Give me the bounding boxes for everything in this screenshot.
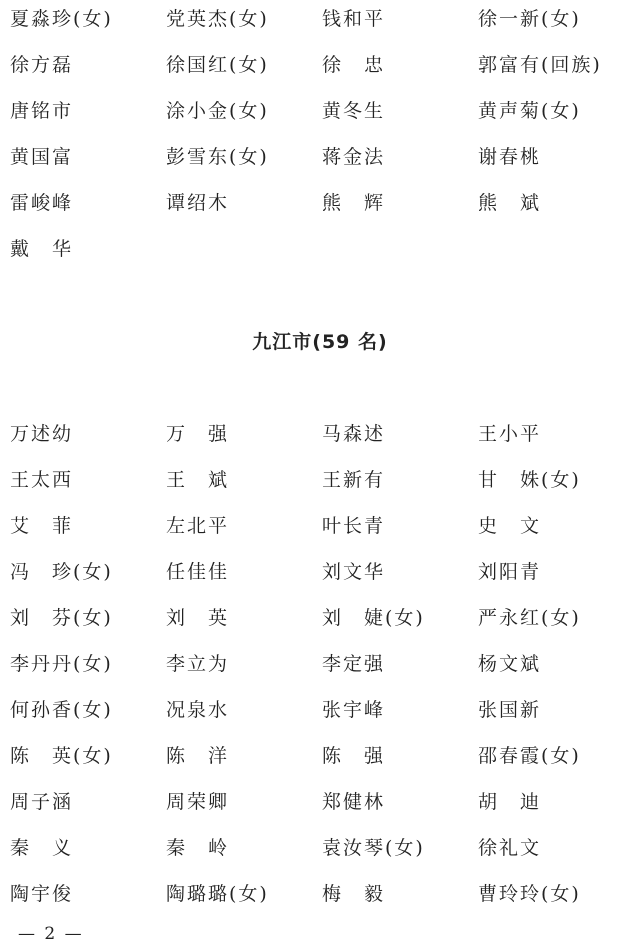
name-entry: 钱和平 bbox=[322, 8, 386, 30]
name-entry: 陈 英(女) bbox=[10, 745, 113, 767]
name-entry: 陶宇俊 bbox=[10, 883, 74, 905]
name-entry: 况泉水 bbox=[166, 699, 230, 721]
name-entry: 冯 珍(女) bbox=[10, 561, 113, 583]
name-entry: 雷峻峰 bbox=[10, 192, 74, 214]
name-entry: 陈 洋 bbox=[166, 745, 230, 767]
name-entry: 彭雪东(女) bbox=[166, 146, 269, 168]
name-entry: 王太西 bbox=[10, 469, 74, 491]
name-entry: 徐 忠 bbox=[322, 54, 386, 76]
name-entry: 唐铭市 bbox=[10, 100, 74, 122]
name-entry: 徐国红(女) bbox=[166, 54, 269, 76]
name-entry: 左北平 bbox=[166, 515, 230, 537]
name-entry: 徐一新(女) bbox=[478, 8, 581, 30]
name-entry: 艾 菲 bbox=[10, 515, 74, 537]
jiujiang-name-list bbox=[10, 411, 640, 917]
name-entry: 曹玲玲(女) bbox=[478, 883, 581, 905]
name-entry: 夏淼珍(女) bbox=[10, 8, 113, 30]
name-entry: 张国新 bbox=[478, 699, 542, 721]
name-entry: 谢春桃 bbox=[478, 146, 542, 168]
name-entry: 袁汝琴(女) bbox=[322, 837, 425, 859]
name-entry: 秦 义 bbox=[10, 837, 74, 859]
page-number: — 2 — bbox=[18, 924, 84, 944]
name-entry: 熊 斌 bbox=[478, 192, 542, 214]
name-entry: 周荣卿 bbox=[166, 791, 230, 813]
name-entry: 刘 英 bbox=[166, 607, 230, 629]
name-entry: 陶璐璐(女) bbox=[166, 883, 269, 905]
top-name-list bbox=[10, 0, 640, 272]
name-entry: 涂小金(女) bbox=[166, 100, 269, 122]
name-entry: 王 斌 bbox=[166, 469, 230, 491]
name-entry: 马森述 bbox=[322, 423, 386, 445]
name-entry: 蒋金法 bbox=[322, 146, 386, 168]
name-entry: 陈 强 bbox=[322, 745, 386, 767]
name-entry: 史 文 bbox=[478, 515, 542, 537]
name-entry: 熊 辉 bbox=[322, 192, 386, 214]
name-entry: 刘文华 bbox=[322, 561, 386, 583]
name-entry: 胡 迪 bbox=[478, 791, 542, 813]
name-entry: 梅 毅 bbox=[322, 883, 386, 905]
name-entry: 张宇峰 bbox=[322, 699, 386, 721]
name-entry: 郭富有(回族) bbox=[478, 54, 602, 76]
name-entry: 李定强 bbox=[322, 653, 386, 675]
name-entry: 黄国富 bbox=[10, 146, 74, 168]
name-entry: 邵春霞(女) bbox=[478, 745, 581, 767]
name-entry: 刘 婕(女) bbox=[322, 607, 425, 629]
name-entry: 李丹丹(女) bbox=[10, 653, 113, 675]
name-entry: 周子涵 bbox=[10, 791, 74, 813]
name-entry: 万 强 bbox=[166, 423, 230, 445]
name-entry: 徐方磊 bbox=[10, 54, 74, 76]
name-entry: 党英杰(女) bbox=[166, 8, 269, 30]
name-entry: 甘 姝(女) bbox=[478, 469, 581, 491]
name-entry: 任佳佳 bbox=[166, 561, 230, 583]
name-entry: 刘 芬(女) bbox=[10, 607, 113, 629]
name-entry: 叶长青 bbox=[322, 515, 386, 537]
name-entry: 何孙香(女) bbox=[10, 699, 113, 721]
name-entry: 黄声菊(女) bbox=[478, 100, 581, 122]
name-entry: 黄冬生 bbox=[322, 100, 386, 122]
name-entry: 戴 华 bbox=[10, 238, 74, 260]
name-entry: 徐礼文 bbox=[478, 837, 542, 859]
name-entry: 万述幼 bbox=[10, 423, 74, 445]
section-title-jiujiang: 九江市(59 名) bbox=[252, 331, 388, 353]
name-entry: 谭绍木 bbox=[166, 192, 230, 214]
name-entry: 郑健林 bbox=[322, 791, 386, 813]
name-entry: 杨文斌 bbox=[478, 653, 542, 675]
name-entry: 秦 岭 bbox=[166, 837, 230, 859]
name-entry: 严永红(女) bbox=[478, 607, 581, 629]
name-entry: 刘阳青 bbox=[478, 561, 542, 583]
name-entry: 李立为 bbox=[166, 653, 230, 675]
name-entry: 王小平 bbox=[478, 423, 542, 445]
name-entry: 王新有 bbox=[322, 469, 386, 491]
